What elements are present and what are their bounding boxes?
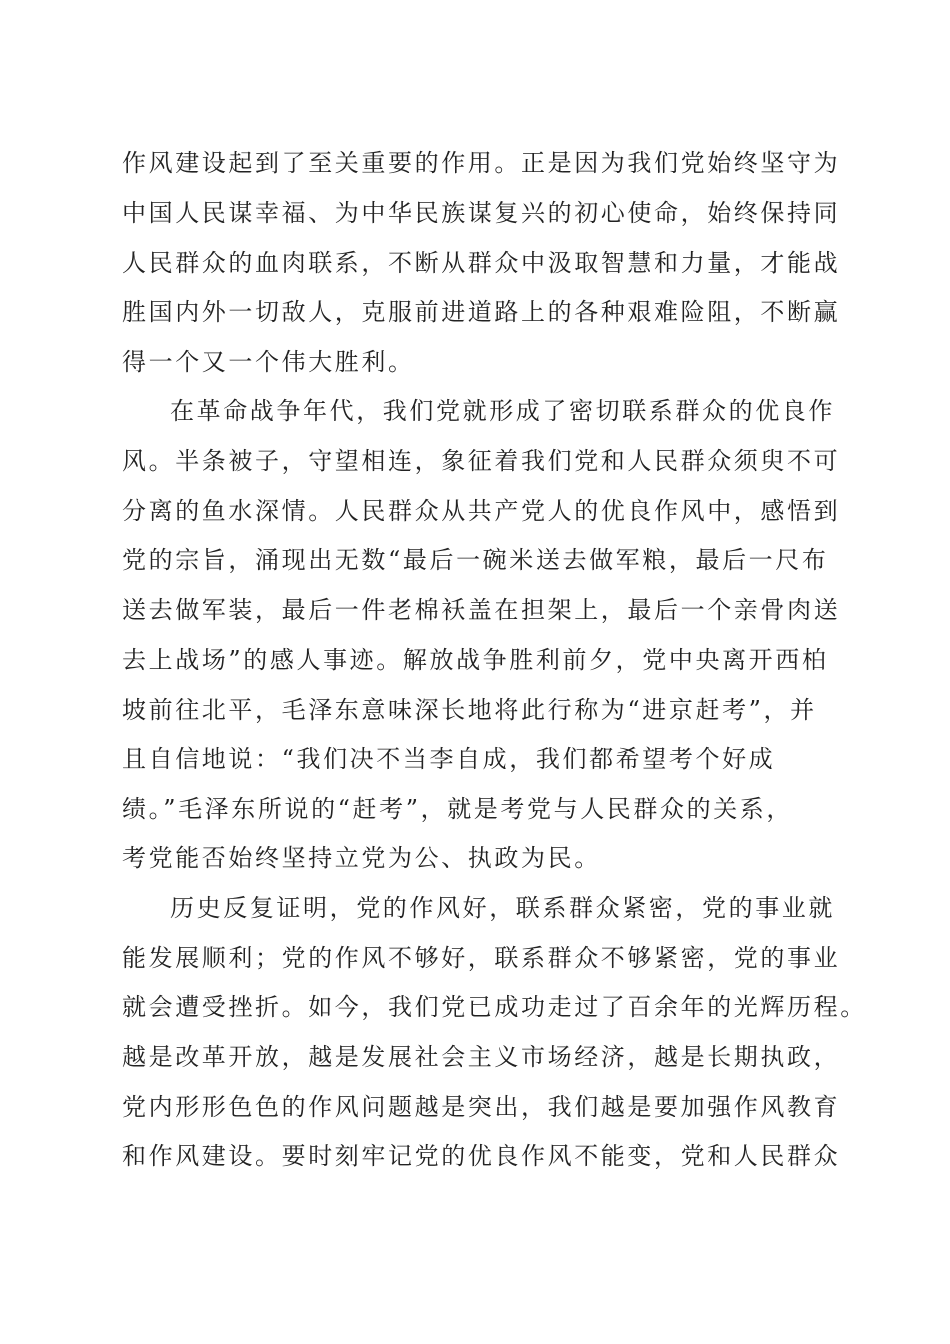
text-line: 风。半条被子，守望相连，象征着我们党和人民群众须臾不可 <box>122 447 841 475</box>
paragraph-first-line: 历史反复证明，党的作风好，联系群众紧密，党的事业就 <box>170 894 835 922</box>
text-line: 去上战场”的感人事迹。解放战争胜利前夕，党中央离开西柏 <box>122 646 829 674</box>
text-line: 作风建设起到了至关重要的作用。正是因为我们党始终坚守为 <box>122 149 841 177</box>
text-line: 绩。”毛泽东所说的“赶考”，就是考党与人民群众的关系， <box>122 795 794 823</box>
text-line: 和作风建设。要时刻牢记党的优良作风不能变，党和人民群众 <box>122 1142 841 1170</box>
text-line: 人民群众的血肉联系，不断从群众中汲取智慧和力量，才能战 <box>122 249 841 277</box>
text-line: 能发展顺利；党的作风不够好，联系群众不够紧密，党的事业 <box>122 944 841 972</box>
text-line: 且自信地说：“我们决不当李自成，我们都希望考个好成 <box>122 745 776 773</box>
text-line: 越是改革开放，越是发展社会主义市场经济，越是长期执政， <box>122 1043 841 1071</box>
text-line: 就会遭受挫折。如今，我们党已成功走过了百余年的光辉历程。 <box>122 993 867 1021</box>
text-line: 得一个又一个伟大胜利。 <box>122 348 415 376</box>
text-line: 送去做军装，最后一件老棉袄盖在担架上，最后一个亲骨肉送 <box>122 596 841 624</box>
text-line: 考党能否始终坚持立党为公、执政为民。 <box>122 844 601 872</box>
text-line: 党内形形色色的作风问题越是突出，我们越是要加强作风教育 <box>122 1093 841 1121</box>
text-line: 分离的鱼水深情。人民群众从共产党人的优良作风中，感悟到 <box>122 497 841 525</box>
paragraph-first-line: 在革命战争年代，我们党就形成了密切联系群众的优良作 <box>170 397 835 425</box>
text-line: 胜国内外一切敌人，克服前进道路上的各种艰难险阻，不断赢 <box>122 298 841 326</box>
text-line: 中国人民谋幸福、为中华民族谋复兴的初心使命，始终保持同 <box>122 199 841 227</box>
text-line: 党的宗旨，涌现出无数“最后一碗米送去做军粮，最后一尺布 <box>122 546 829 574</box>
text-line: 坡前往北平，毛泽东意味深长地将此行称为“进京赶考”，并 <box>122 696 817 724</box>
